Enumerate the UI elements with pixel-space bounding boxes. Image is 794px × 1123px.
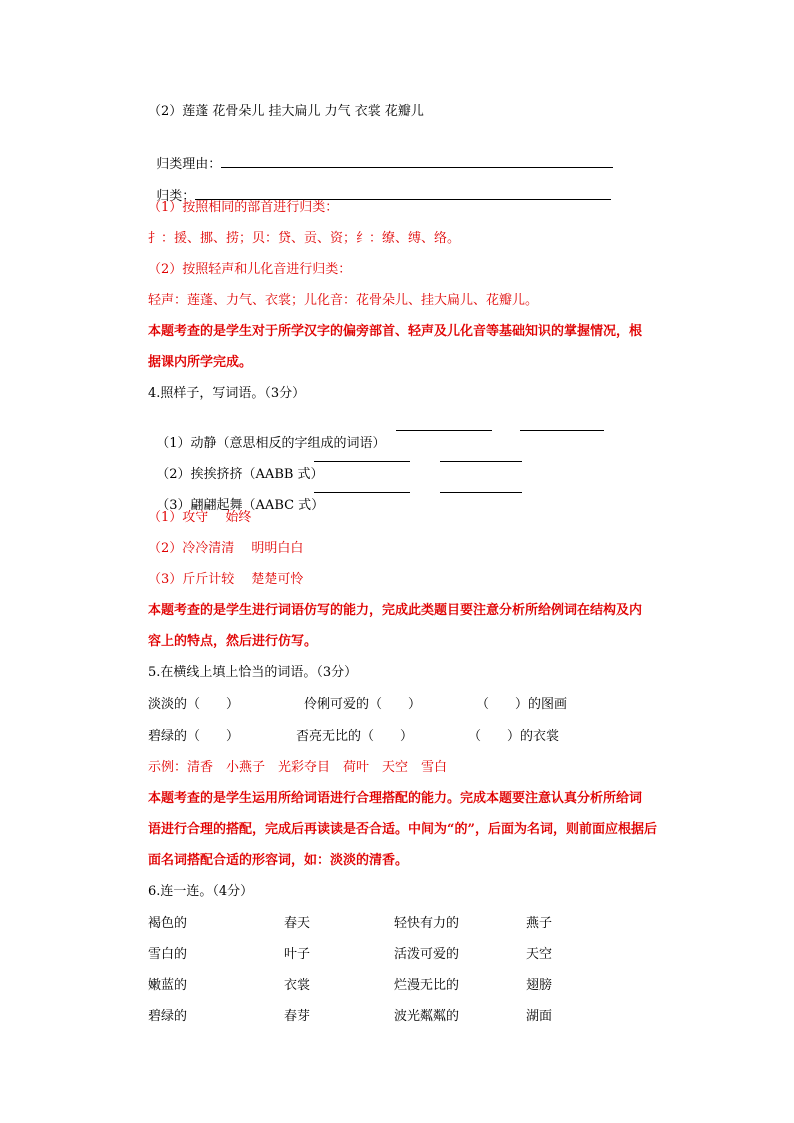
q5-analysis-line3: 面名词搭配合适的形容词，如：淡淡的清香。	[148, 853, 409, 868]
q5-title: 5.在横线上填上恰当的词语。（3分）	[148, 665, 358, 680]
q6-r2-c3: 活泼可爱的	[394, 947, 460, 962]
q4-item2-blank-a[interactable]	[314, 448, 410, 462]
q3-reason-label: 归类理由：	[156, 157, 222, 172]
q4-answer1: （1）攻守 始终	[148, 510, 252, 525]
q6-r4-c3: 波光粼粼的	[394, 1009, 460, 1024]
q4-item2-label: （2）挨挨挤挤（AABB 式）	[156, 467, 324, 482]
q4-item3-label: （3）翩翩起舞（AABC 式）	[156, 498, 325, 513]
q5-r1-c1: 淡淡的（ ）	[148, 697, 240, 712]
q6-r4-c4: 湖面	[526, 1009, 553, 1024]
q5-example-answer: 示例：清香 小燕子 光彩夺目 荷叶 天空 雪白	[148, 760, 448, 775]
q4-item1-blank-a[interactable]	[396, 417, 492, 431]
q4-analysis-line1: 本题考查的是学生进行词语仿写的能力，完成此类题目要注意分析所给例词在结构及内	[148, 603, 643, 618]
q3-answer1-text: 扌：援、挪、捞；贝：贷、贡、资；纟：缭、缚、络。	[148, 231, 461, 246]
q5-r2-c3: （ ）的衣裳	[468, 729, 560, 744]
q3-analysis-line1: 本题考查的是学生对于所学汉字的偏旁部首、轻声及儿化音等基础知识的掌握情况，根	[148, 324, 643, 339]
q6-r1-c3: 轻快有力的	[394, 916, 460, 931]
q4-item3-blank-a[interactable]	[314, 479, 410, 493]
q6-r4-c1: 碧绿的	[148, 1009, 188, 1024]
q6-r1-c2: 春天	[284, 916, 311, 931]
q6-r4-c2: 春芽	[284, 1009, 311, 1024]
q5-analysis-line2: 语进行合理的搭配，完成后再读读是否合适。中间为“的”，后面为名词，则前面应根据后	[148, 822, 657, 837]
q6-r2-c2: 叶子	[284, 947, 311, 962]
q3-part2-words: （2）莲蓬 花骨朵儿 挂大扁儿 力气 衣裳 花瓣儿	[148, 104, 424, 119]
q4-analysis-line2: 容上的特点，然后进行仿写。	[148, 634, 318, 649]
q5-r1-c2: 伶俐可爱的（ ）	[304, 697, 422, 712]
q6-r3-c4: 翅膀	[526, 978, 553, 993]
q6-r1-c4: 燕子	[526, 916, 553, 931]
q5-r2-c1: 碧绿的（ ）	[148, 729, 240, 744]
q4-item3-blank-b[interactable]	[440, 479, 522, 493]
q5-r1-c3: （ ）的图画	[476, 697, 568, 712]
q6-r2-c4: 天空	[526, 947, 553, 962]
q5-r2-c2: 㫘亮无比的（ ）	[296, 729, 414, 744]
q5-analysis-line1: 本题考查的是学生运用所给词语进行合理搭配的能力。完成本题要注意认真分析所给词	[148, 791, 643, 806]
q3-answer1-title: （1）按照相同的部首进行归类：	[148, 200, 339, 215]
q4-answer3: （3）斤斤计较 楚楚可怜	[148, 572, 304, 587]
q4-item2-blank-b[interactable]	[440, 448, 522, 462]
q4-item1-blank-b[interactable]	[520, 417, 604, 431]
q3-answer2-title: （2）按照轻声和儿化音进行归类：	[148, 262, 352, 277]
q4-title: 4.照样子，写词语。（3分）	[148, 386, 306, 401]
q6-r3-c1: 嫩蓝的	[148, 978, 188, 993]
q6-title: 6.连一连。（4分）	[148, 884, 254, 899]
q6-r1-c1: 褐色的	[148, 916, 188, 931]
q4-answer2: （2）冷冷清清 明明白白	[148, 541, 304, 556]
q3-answer2-text: 轻声：莲蓬、力气、衣裳；儿化音：花骨朵儿、挂大扁儿、花瓣儿。	[148, 293, 539, 308]
q3-class-label: 归类：	[156, 189, 196, 204]
q6-r2-c1: 雪白的	[148, 947, 188, 962]
q3-analysis-line2: 据课内所学完成。	[148, 355, 253, 370]
q4-item1-label: （1）动静（意思相反的字组成的词语）	[156, 436, 386, 451]
q6-r3-c3: 烂漫无比的	[394, 978, 460, 993]
q6-r3-c2: 衣裳	[284, 978, 311, 993]
q3-class-blank[interactable]	[195, 186, 611, 200]
q3-reason-blank[interactable]	[221, 154, 613, 168]
